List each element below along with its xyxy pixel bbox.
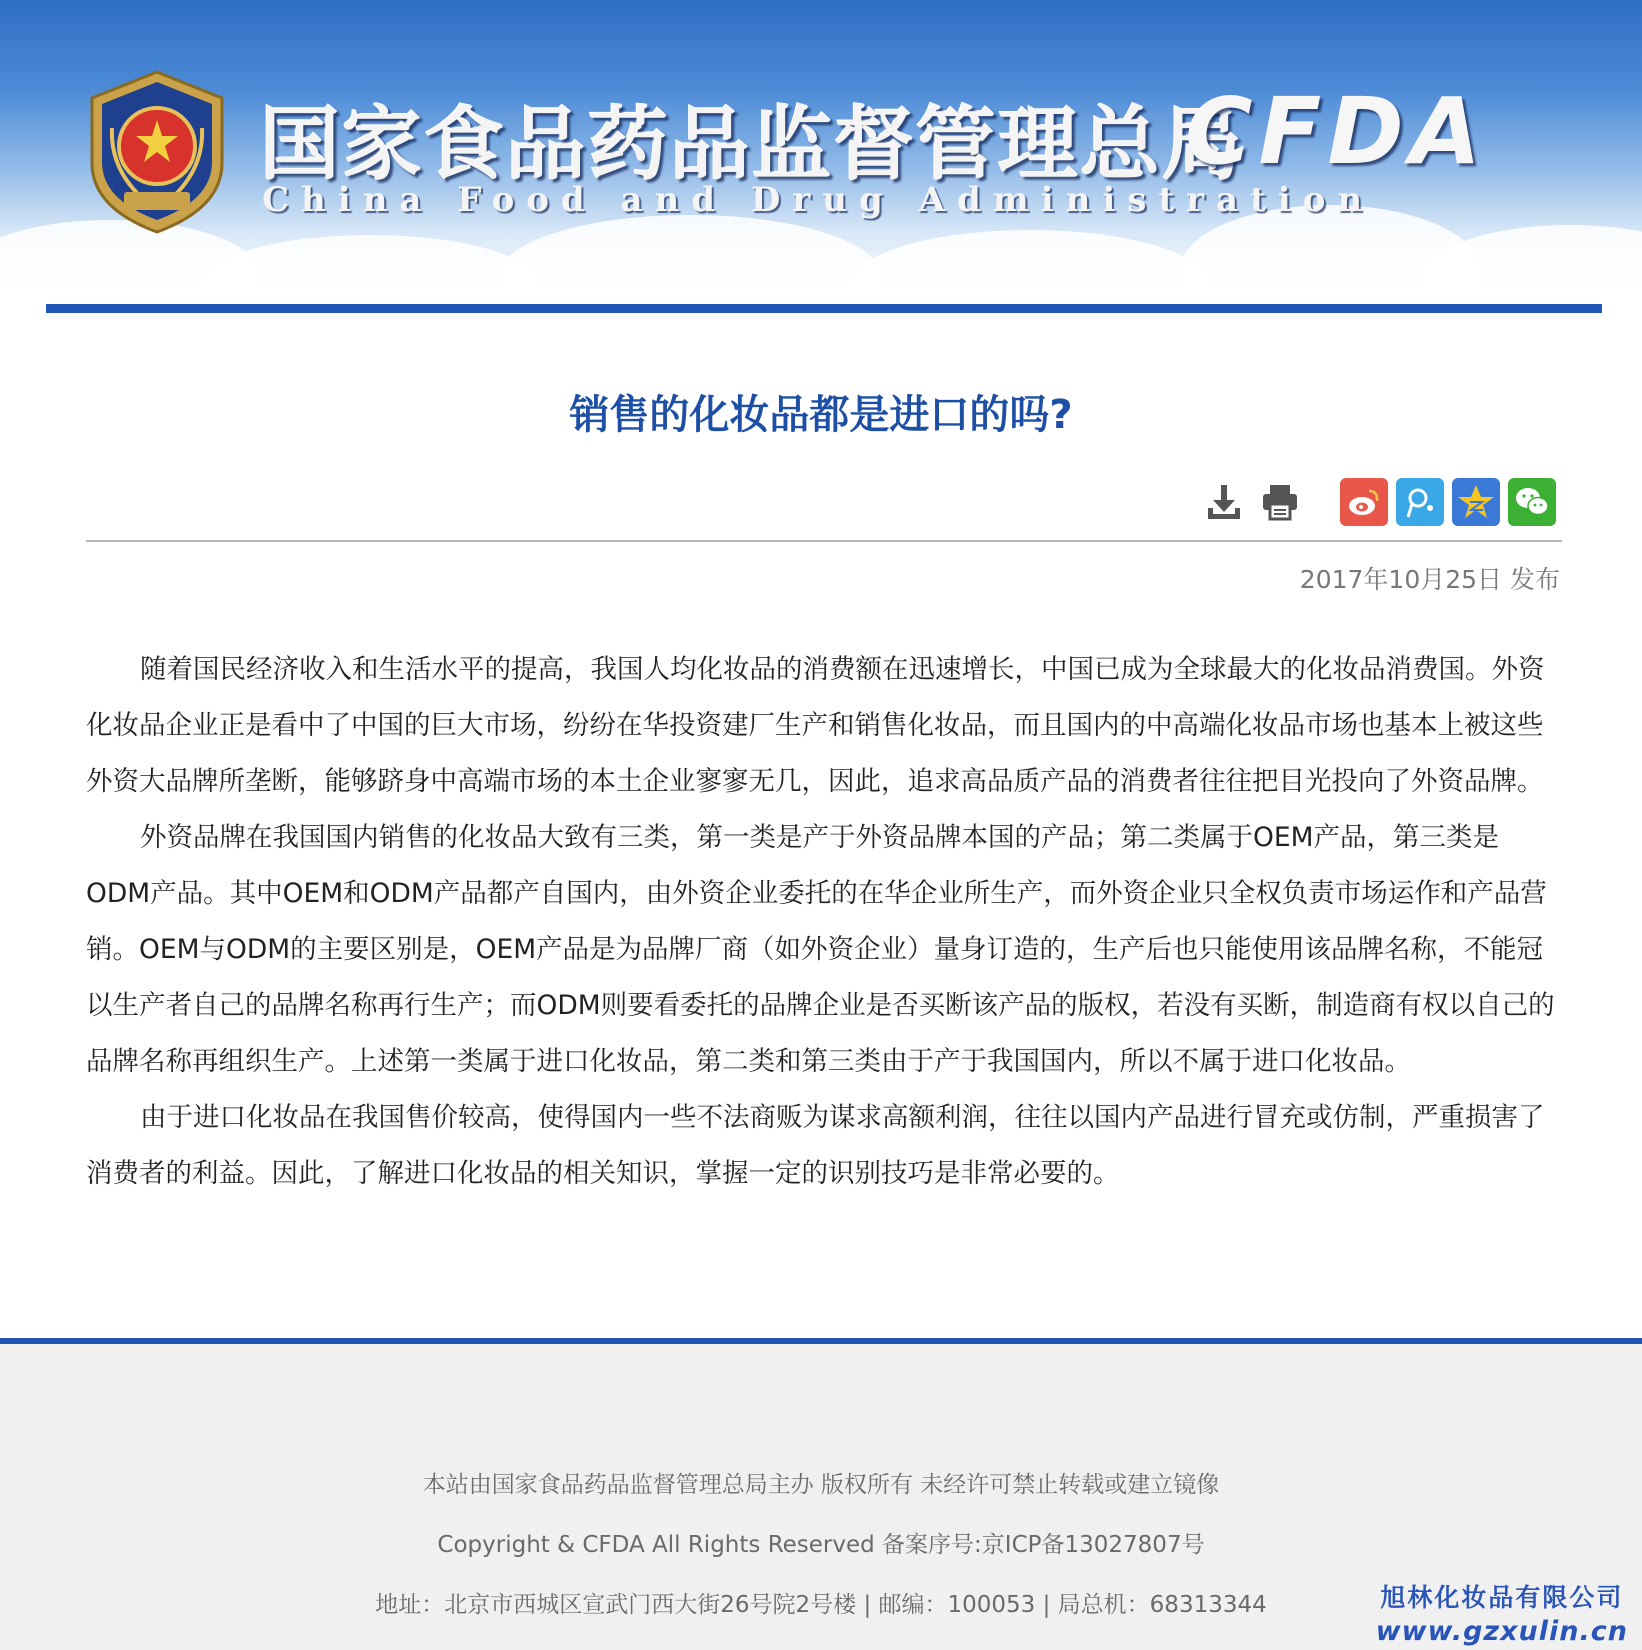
article-toolbar [0,478,1642,528]
article-paragraph: 外资品牌在我国国内销售的化妆品大致有三类，第一类是产于外资品牌本国的产品；第二类属于OEM产品，第三类是ODM产品。其中OEM和ODM产品都产自国内，由外资企业委托的在华企业所生产，而外资企业只全权负责市场运作和产品营销。OEM与ODM的主要区别是，OEM产品是为品牌厂商（如外资企业）量身订造的，生产后也只能使用该品牌名称，不能冠以生产者自己的品牌名称再行生产；而ODM则要看委托的品牌企业是否买断该产品的版权，若没有买断，制造商有权以自己的品牌名称再组织生产。上述第一类属于进口化妆品，第二类和第三类由于产于我国国内，所以不属于进口化妆品。 [86,822,1555,1077]
cloud-decoration [850,230,1210,300]
watermark-url: www.gzxulin.cn [1375,1616,1628,1647]
wechat-icon[interactable] [1508,478,1556,526]
cloud-decoration [500,215,880,300]
footer-copyright-notice: 本站由国家食品药品监督管理总局主办 版权所有 未经许可禁止转载或建立镜像 [422,1472,1220,1498]
article-body [86,642,1560,1202]
footer-address: 地址：北京市西城区宣武门西大街26号院2号楼 | 邮编：100053 | 局总机：68313344 [375,1592,1267,1618]
qzone-icon[interactable] [1452,478,1500,526]
watermark-company-name: 旭林化妆品有限公司 [1380,1583,1624,1612]
article-paragraph: 随着国民经济收入和生活水平的提高，我国人均化妆品的消费额在迅速增长，中国已成为全球最大的化妆品消费国。外资化妆品企业正是看中了中国的巨大市场，纷纷在华投资建厂生产和销售化妆品，而且国内的中高端化妆品市场也基本上被这些外资大品牌所垄断，能够跻身中高端市场的本土企业寥寥无几，因此，追求高品质产品的消费者往往把目光投向了外资品牌。 [86,654,1545,797]
site-abbr-logo: CFDA [1185,78,1487,185]
publish-date: 2017年10月25日 发布 [1299,565,1560,594]
download-icon[interactable] [1200,478,1248,526]
cfda-emblem-icon [82,68,232,236]
title-divider [86,540,1562,542]
watermark [1376,1578,1628,1647]
article-title: 销售的化妆品都是进口的吗? [569,392,1073,438]
weibo-icon[interactable] [1340,478,1388,526]
print-icon[interactable] [1256,478,1304,526]
site-title-cn: 国家食品药品监督管理总局 [260,97,1244,191]
article-paragraph: 由于进口化妆品在我国售价较高，使得国内一些不法商贩为谋求高额利润，往往以国内产品进行冒充或仿制，严重损害了消费者的利益。因此，了解进口化妆品的相关知识，掌握一定的识别技巧是非常必要的。 [86,1102,1545,1189]
header-divider [46,304,1602,313]
footer-icp-record: Copyright & CFDA All Rights Reserved 备案序号:京ICP备13027807号 [437,1532,1205,1558]
site-title-en: China Food and Drug Administration [262,180,1375,220]
site-header [0,0,1642,300]
cloud-decoration [200,235,540,300]
tencent-weibo-icon[interactable] [1396,478,1444,526]
